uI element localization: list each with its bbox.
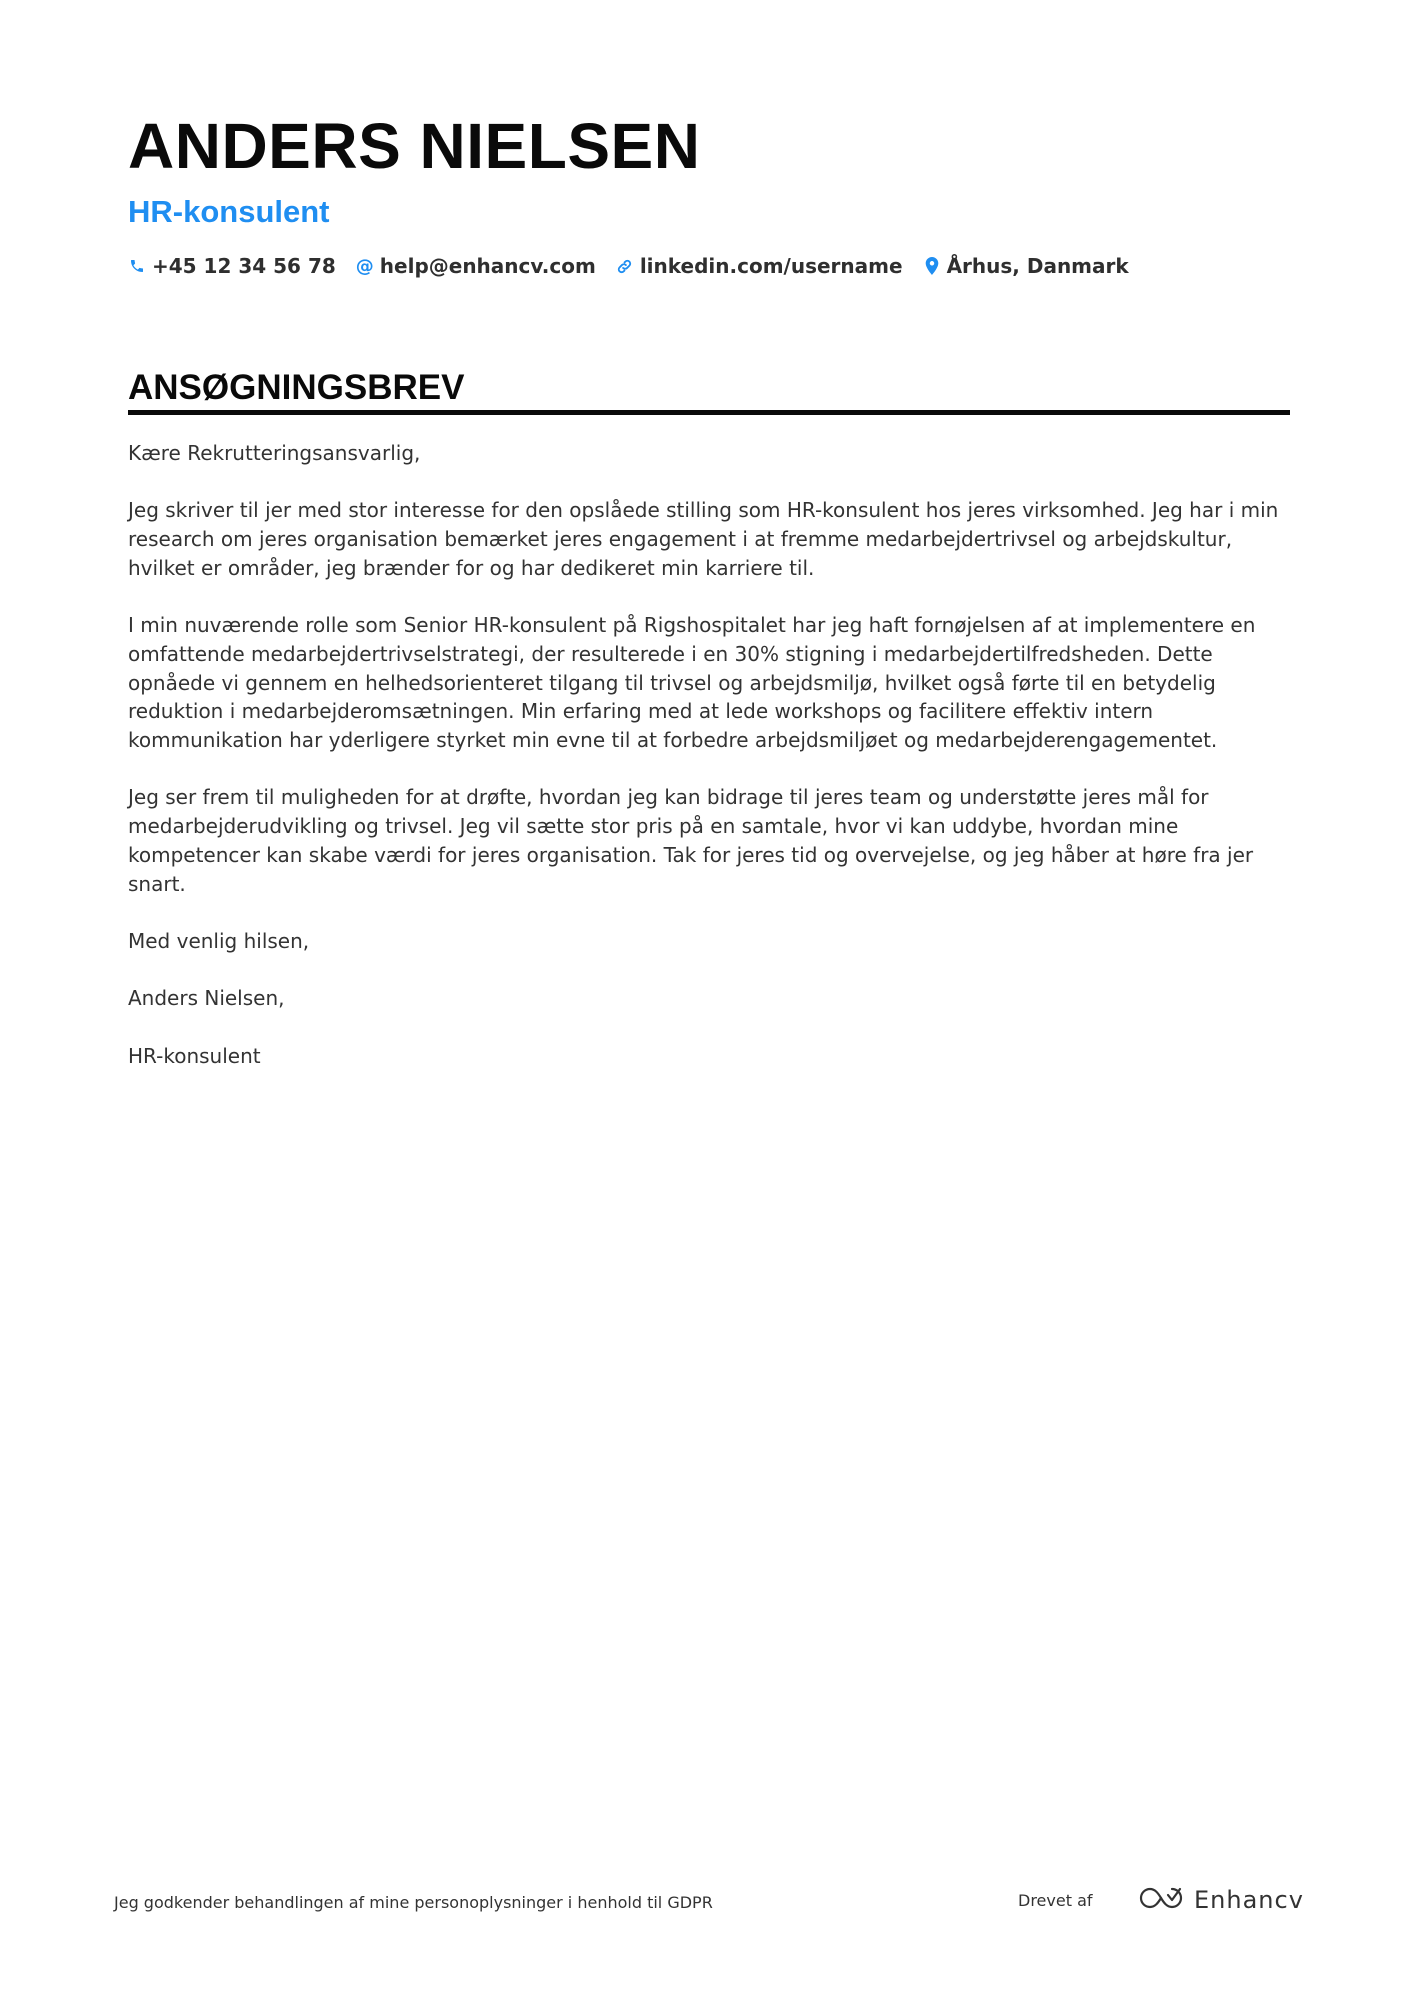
enhancv-infinity-icon <box>1138 1885 1184 1915</box>
contact-linkedin[interactable] <box>616 254 903 278</box>
letter-paragraph: Jeg ser frem til muligheden for at drøfte, hvordan jeg kan bidrage til jeres team og understøtte jeres mål for medarbejderudvikling og trivsel. Jeg vil sætte stor pris på en samtale, hvor vi kan uddybe, hvordan mine kompetencer kan skabe værdi for jeres organisation. Tak for jeres tid og overvejelse, og jeg håber at høre fra jer snart. <box>128 785 1254 896</box>
contact-bar <box>128 252 1288 280</box>
letter-body <box>128 439 1290 1099</box>
at-icon: @ <box>355 255 374 277</box>
enhancv-logo[interactable] <box>1138 1880 1304 1920</box>
letter-greeting: Kære Rekrutteringsansvarlig, <box>128 441 421 465</box>
gdpr-consent-note: Jeg godkender behandlingen af mine personoplysninger i henhold til GDPR <box>114 1893 713 1912</box>
powered-by-label: Drevet af <box>1018 1891 1093 1910</box>
contact-phone <box>128 254 336 278</box>
link-icon <box>616 257 634 275</box>
section-divider <box>128 410 1290 415</box>
section-title: ANSØGNINGSBREV <box>128 368 465 407</box>
contact-location <box>923 254 1129 278</box>
linkedin-text[interactable]: linkedin.com/username <box>639 254 903 278</box>
letter-paragraph: I min nuværende rolle som Senior HR-konsulent på Rigshospitalet har jeg haft fornøjelsen af at implementere en omfattende medarbejdertrivselstrategi, der resulterede i en 30% stigning i medarbejdertilfredsheden. Dette opnåede vi gennem en helhedsorienteret tilgang til trivsel og arbejdsmiljø, hvilket også førte til en betydelig reduktion i medarbejderomsætningen. Min erfaring med at lede workshops og facilitere effektiv intern kommunikation har yderligere styrket min evne til at forbedre arbejdsmiljøet og medarbejderengagementet. <box>128 613 1256 752</box>
location-pin-icon <box>923 257 941 275</box>
letter-paragraph: Jeg skriver til jer med stor interesse for den opslåede stilling som HR-konsulent hos jeres virksomhed. Jeg har i min research om jeres organisation bemærket jeres engagement i at fremme medarbejdertrivsel og arbejdskultur, hvilket er områder, jeg brænder for og har dedikeret min karriere til. <box>128 498 1279 580</box>
signature-name: Anders Nielsen, <box>128 986 285 1011</box>
contact-email[interactable] <box>356 254 596 278</box>
email-text[interactable]: help@enhancv.com <box>379 254 596 278</box>
phone-text: +45 12 34 56 78 <box>152 254 336 278</box>
letter-closing: Med venlig hilsen, <box>128 928 310 953</box>
signature-role: HR-konsulent <box>128 1043 261 1068</box>
header <box>128 108 1288 280</box>
phone-icon <box>128 257 146 275</box>
location-text: Århus, Danmark <box>946 254 1129 278</box>
brand-name: Enhancv <box>1194 1886 1304 1914</box>
candidate-role: HR-konsulent <box>128 194 330 229</box>
candidate-name: ANDERS NIELSEN <box>128 110 701 182</box>
